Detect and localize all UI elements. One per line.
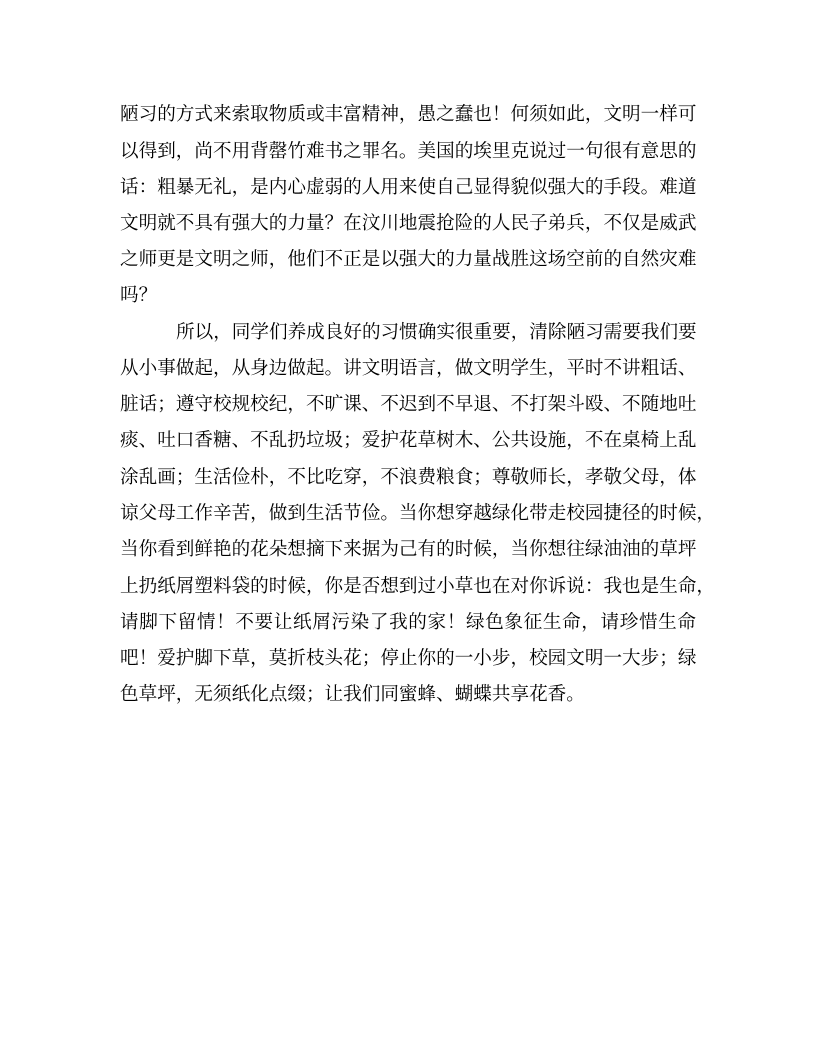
paragraph-2-line-2: 从小事做起，从身边做起。讲文明语言，做文明学生，平时不讲粗话、 (120, 358, 697, 379)
paragraph-2-line-6: 谅父母工作辛苦，做到生活节俭。当你想穿越绿化带走校园捷径的时候， (120, 503, 716, 524)
paragraph-2-line-5: 涂乱画；生活俭朴，不比吃穿，不浪费粮食；尊敬师长，孝敬父母，体 (120, 467, 697, 488)
paragraph-2-line-4: 痰、吐口香糖、不乱扔垃圾；爱护花草树木、公共设施，不在桌椅上乱 (120, 430, 697, 451)
paragraph-1-line-1: 陋习的方式来索取物质或丰富精神，愚之蠢也！何须如此，文明一样可 (120, 104, 697, 125)
paragraph-1-line-6: 吗？ (120, 285, 158, 306)
paragraph-1-line-3: 话：粗暴无礼，是内心虚弱的人用来使自己显得貌似强大的手段。难道 (120, 177, 697, 198)
paragraph-2-line-3: 脏话；遵守校规校纪，不旷课、不迟到不早退、不打架斗殴、不随地吐 (120, 394, 697, 415)
paragraph-2-line-11: 色草坪，无须纸化点缀；让我们同蜜蜂、蝴蝶共享花香。 (120, 684, 585, 705)
paragraph-1-line-5: 之师更是文明之师，他们不正是以强大的力量战胜这场空前的自然灾难 (120, 249, 697, 270)
paragraph-1-line-2: 以得到，尚不用背罄竹难书之罪名。美国的埃里克说过一句很有意思的 (120, 141, 697, 162)
paragraph-2-line-8: 上扔纸屑塑料袋的时候，你是否想到过小草也在对你诉说：我也是生命， (120, 576, 716, 597)
paragraph-2-line-10: 吧！爱护脚下草，莫折枝头花；停止你的一小步，校园文明一大步；绿 (120, 648, 697, 669)
paragraph-2-line-7: 当你看到鲜艳的花朵想摘下来据为己有的时候，当你想往绿油油的草坪 (120, 539, 697, 560)
paragraph-1-line-4: 文明就不具有强大的力量？在汶川地震抢险的人民子弟兵，不仅是威武 (120, 213, 697, 234)
paragraph-2-line-1: 所以，同学们养成良好的习惯确实很重要，清除陋习需要我们要 (176, 322, 697, 343)
paragraph-2-line-9: 请脚下留情！不要让纸屑污染了我的家！绿色象征生命，请珍惜生命 (120, 612, 696, 633)
